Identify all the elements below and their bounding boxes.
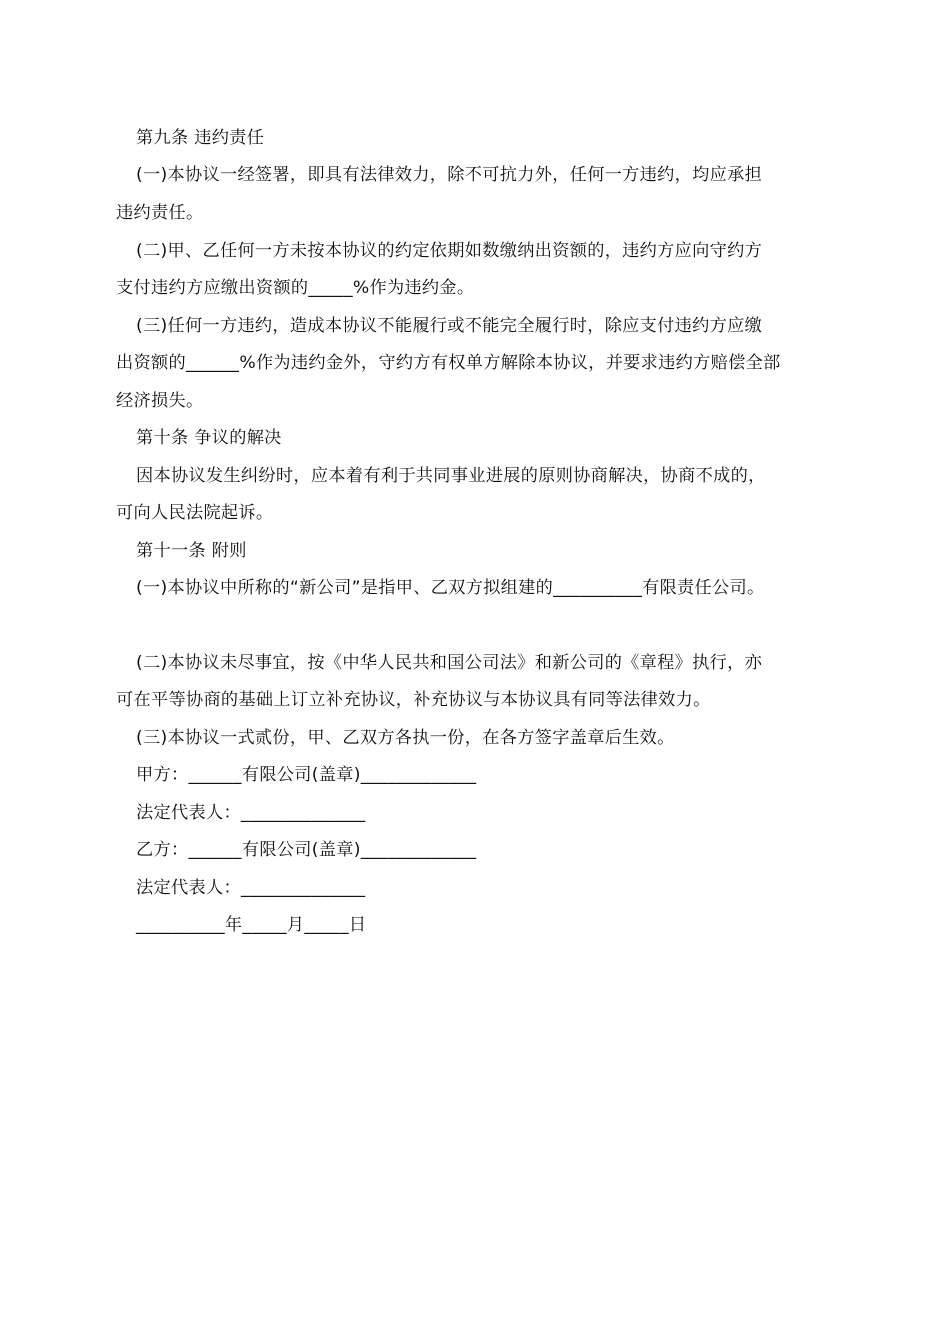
article-11-clause-2-line-2: 可在平等协商的基础上订立补充协议，补充协议与本协议具有同等法律效力。 (116, 690, 711, 710)
article-9-heading: 第九条 违约责任 (136, 128, 265, 148)
article-9-clause-3-line-1: (三)任何一方违约，造成本协议不能履行或不能完全履行时，除应支付违约方应缴 (136, 316, 763, 336)
party-a-representative-line: 法定代表人：______________ (136, 803, 366, 823)
article-9-clause-2-line-1: (二)甲、乙任何一方未按本协议的约定依期如数缴纳出资额的，违约方应向守约方 (136, 241, 763, 261)
article-10-text-line-1: 因本协议发生纠纷时，应本着有利于共同事业进展的原则协商解决，协商不成的， (136, 466, 766, 486)
article-11-clause-1: (一)本协议中所称的“新公司”是指甲、乙双方拟组建的__________有限责任公司。 (136, 578, 765, 598)
article-9-clause-1-line-1: (一)本协议一经签署，即具有法律效力，除不可抗力外，任何一方违约，均应承担 (136, 165, 763, 185)
date-line: __________年_____月_____日 (136, 915, 367, 935)
article-11-heading: 第十一条 附则 (136, 541, 247, 561)
party-b-signature-line: 乙方：______有限公司(盖章)_____________ (136, 840, 477, 860)
party-a-signature-line: 甲方：______有限公司(盖章)_____________ (136, 765, 477, 785)
article-9-clause-2-line-2: 支付违约方应缴出资额的_____%作为违约金。 (116, 278, 475, 298)
article-10-text-line-2: 可向人民法院起诉。 (116, 503, 274, 523)
article-10-heading: 第十条 争议的解决 (136, 428, 282, 448)
article-11-clause-2-line-1: (二)本协议未尽事宜，按《中华人民共和国公司法》和新公司的《章程》执行，亦 (136, 653, 763, 673)
article-9-clause-3-line-2: 出资额的______%作为违约金外，守约方有权单方解除本协议，并要求违约方赔偿全部 (116, 353, 781, 373)
article-9-clause-1-line-2: 违约责任。 (116, 203, 204, 223)
article-9-clause-3-line-3: 经济损失。 (116, 391, 204, 411)
party-b-representative-line: 法定代表人：______________ (136, 878, 366, 898)
article-11-clause-3: (三)本协议一式贰份，甲、乙双方各执一份，在各方签字盖章后生效。 (136, 728, 675, 748)
